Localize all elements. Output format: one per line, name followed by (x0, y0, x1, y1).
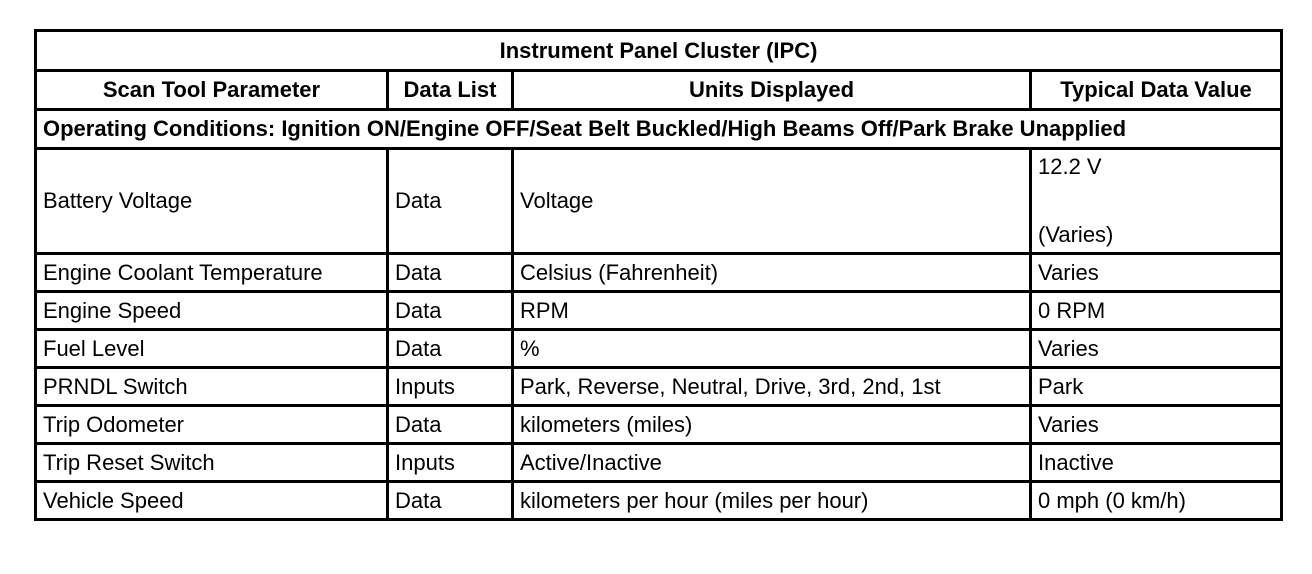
table-row (36, 149, 1282, 254)
row-parameter: Trip Odometer (36, 406, 388, 444)
table-header-row (36, 71, 1282, 110)
row-typical-value: Varies (1031, 254, 1282, 292)
row-units: kilometers (miles) (513, 406, 1031, 444)
operating-conditions: Operating Conditions: Ignition ON/Engine OFF/Seat Belt Buckled/High Beams Off/Park Brake Unapplied (36, 110, 1282, 149)
row-data-list: Inputs (388, 444, 513, 482)
row-parameter: Engine Speed (36, 292, 388, 330)
row-typical-value: 0 RPM (1031, 292, 1282, 330)
operating-conditions-row (36, 110, 1282, 149)
row-data-list: Data (388, 482, 513, 520)
row-units: Celsius (Fahrenheit) (513, 254, 1031, 292)
header-typical-data-value: Typical Data Value (1031, 71, 1282, 110)
table-title-row (36, 31, 1282, 71)
row-parameter: PRNDL Switch (36, 368, 388, 406)
table-row (36, 330, 1282, 368)
row-data-list: Inputs (388, 368, 513, 406)
header-units-displayed: Units Displayed (513, 71, 1031, 110)
row-typical-value: Inactive (1031, 444, 1282, 482)
row-data-list: Data (388, 149, 513, 254)
row-data-list: Data (388, 406, 513, 444)
header-scan-tool-parameter: Scan Tool Parameter (36, 71, 388, 110)
row-units: Active/Inactive (513, 444, 1031, 482)
table-row (36, 444, 1282, 482)
ipc-data-table (34, 29, 1283, 521)
row-parameter: Fuel Level (36, 330, 388, 368)
row-units: RPM (513, 292, 1031, 330)
row-units: Park, Reverse, Neutral, Drive, 3rd, 2nd, 1st (513, 368, 1031, 406)
row-data-list: Data (388, 254, 513, 292)
table-row (36, 406, 1282, 444)
row-parameter: Trip Reset Switch (36, 444, 388, 482)
row-parameter: Battery Voltage (36, 149, 388, 254)
row-parameter: Engine Coolant Temperature (36, 254, 388, 292)
row-units: Voltage (513, 149, 1031, 254)
row-typical-value: Park (1031, 368, 1282, 406)
row-data-list: Data (388, 292, 513, 330)
table-title: Instrument Panel Cluster (IPC) (36, 31, 1282, 71)
row-data-list: Data (388, 330, 513, 368)
table-row (36, 368, 1282, 406)
table-row (36, 482, 1282, 520)
typical-value-line-2: (Varies) (1038, 222, 1114, 247)
typical-value-line-1: 12.2 V (1038, 154, 1102, 179)
row-units: kilometers per hour (miles per hour) (513, 482, 1031, 520)
row-typical-value (1031, 149, 1282, 254)
table-row (36, 292, 1282, 330)
row-typical-value: Varies (1031, 330, 1282, 368)
table-row (36, 254, 1282, 292)
row-units: % (513, 330, 1031, 368)
row-typical-value: Varies (1031, 406, 1282, 444)
row-parameter: Vehicle Speed (36, 482, 388, 520)
row-typical-value: 0 mph (0 km/h) (1031, 482, 1282, 520)
header-data-list: Data List (388, 71, 513, 110)
